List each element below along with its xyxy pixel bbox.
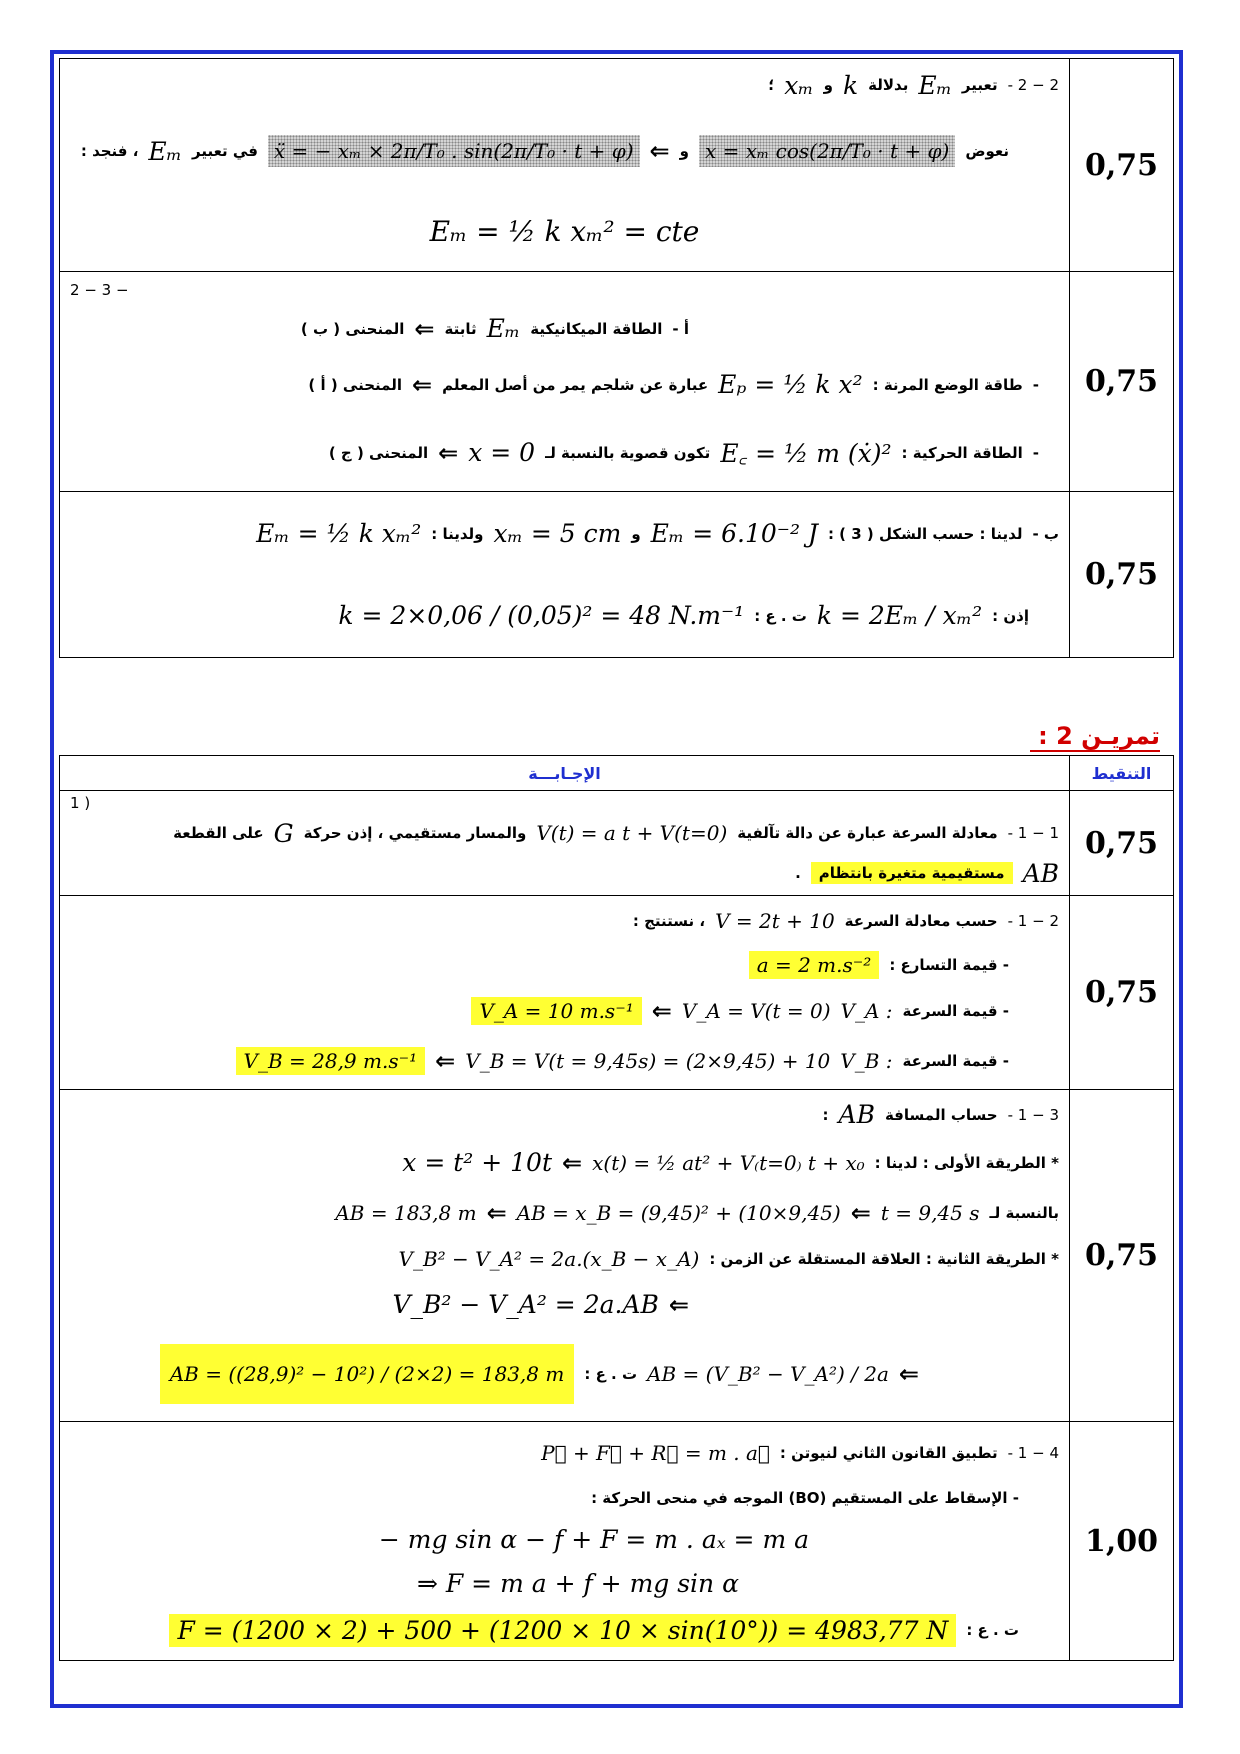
force-result: F = (1200 × 2) + 500 + (1200 × 10 × sin(10°)) = 4983,77 N bbox=[169, 1614, 956, 1647]
answer-cell bbox=[60, 1422, 1070, 1661]
implies-arrow: ⇐ bbox=[850, 1198, 871, 1227]
ab-numeric-result: AB = ((28,9)² − 10²) / (2×2) = 183,8 m bbox=[160, 1344, 575, 1404]
item-label: ب - bbox=[1032, 524, 1059, 543]
velocity-text: معادلة السرعة عبارة عن دالة تآلفية bbox=[737, 824, 998, 842]
header-score: التنقيط bbox=[1070, 756, 1174, 791]
score-cell: 1,00 bbox=[1070, 1422, 1174, 1661]
item-number: − 3 − 2 bbox=[70, 280, 129, 299]
curve-label: المنحنى ( ب ) bbox=[300, 319, 405, 338]
punct: ؛ bbox=[768, 76, 775, 94]
exercise-2-title: تمريـن 2 : bbox=[1030, 722, 1160, 752]
numerical-application-label: ت . ع : bbox=[966, 1621, 1019, 1639]
item-label: أ - bbox=[672, 319, 689, 338]
mechanical-energy-text: الطاقة الميكانيكية bbox=[530, 319, 663, 338]
acceleration-label: - قيمة التسارع : bbox=[889, 955, 1009, 974]
math-xm: xₘ bbox=[784, 70, 814, 100]
segment-text: على القطعة bbox=[173, 824, 264, 842]
punct: . bbox=[795, 864, 801, 882]
velocity-b-equation: V_B = V(t = 9,45s) = (2×9,45) + 10 bbox=[465, 1048, 831, 1073]
ep-equation: Eₚ = ½ k x² bbox=[718, 370, 863, 399]
heading-text: تعبير bbox=[961, 76, 998, 94]
implies-arrow: ⇐ bbox=[562, 1148, 583, 1177]
velocity-a-symbol: V_A : bbox=[840, 998, 893, 1023]
item-number: 1 − 1 - bbox=[1007, 824, 1059, 842]
item-number: 2 − 2 - bbox=[1007, 76, 1059, 94]
velocity-b-symbol: V_B : bbox=[840, 1048, 893, 1073]
row-b bbox=[60, 492, 1174, 658]
answer-cell bbox=[60, 896, 1070, 1090]
row-2-2 bbox=[60, 59, 1174, 272]
numerical-application-label: ت . ع : bbox=[754, 606, 807, 625]
time-independent-equation: V_B² − V_A² = 2a.(x_B − x_A) bbox=[398, 1246, 700, 1271]
exercise-2-table bbox=[59, 755, 1174, 1661]
have-text: ولدينا : bbox=[431, 524, 484, 543]
item-number: 4 − 1 - bbox=[1007, 1444, 1059, 1462]
numerical-application-label: ت . ع : bbox=[584, 1364, 638, 1383]
implies-arrow: ⇐ bbox=[668, 1290, 689, 1319]
found-text: ، فنجد : bbox=[80, 142, 139, 160]
item-number: 2 − 1 - bbox=[1007, 911, 1059, 930]
implies-arrow: ⇐ bbox=[486, 1198, 507, 1227]
newton-text: تطبيق القانون الثاني لنيوتن : bbox=[779, 1444, 998, 1462]
part-number: ( 1 bbox=[70, 794, 91, 812]
implies-arrow: ⇐ bbox=[438, 438, 459, 467]
implies-arrow: ⇐ bbox=[435, 1046, 456, 1075]
math-ab: AB bbox=[838, 1100, 875, 1129]
time-value: t = 9,45 s bbox=[880, 1200, 980, 1225]
method-2-label: * الطريقة الثانية : العلاقة المستقلة عن الزمن : bbox=[709, 1249, 1059, 1268]
projection-text: - الإسقاط على المستقيم (BO) الموجه في منحى الحركة : bbox=[591, 1489, 1019, 1507]
math-em: Eₘ bbox=[486, 314, 521, 343]
velocity-equation: V(t) = a t + V(t=0) bbox=[536, 821, 728, 845]
condition: x = 0 bbox=[468, 438, 536, 467]
ab-relation: V_B² − V_A² = 2a.AB bbox=[392, 1290, 659, 1319]
newton-vector-equation: P⃗ + F⃗ + R⃗ = m . a⃗ bbox=[541, 1441, 770, 1465]
answer-cell bbox=[60, 791, 1070, 896]
header-answer: الإجـابـــة bbox=[60, 756, 1070, 791]
constant-text: ثابتة bbox=[444, 319, 477, 338]
item-label: - bbox=[1032, 375, 1039, 394]
ab-equation: AB = x_B = (9,45)² + (10×9,45) bbox=[516, 1200, 841, 1225]
in-expression-text: في تعبير bbox=[192, 142, 258, 160]
score-cell: 0,75 bbox=[1070, 791, 1174, 896]
deduce-text: ، نستنتج : bbox=[632, 911, 706, 930]
xm-value: xₘ = 5 cm bbox=[493, 519, 622, 548]
k-formula: k = 2Eₘ / xₘ² bbox=[816, 601, 983, 630]
punct: : bbox=[822, 1105, 829, 1124]
math-ab: AB bbox=[1022, 858, 1059, 888]
implies-arrow: ⇐ bbox=[649, 137, 670, 165]
item-label: - bbox=[1032, 443, 1039, 462]
position-result: x = t² + 10t bbox=[402, 1148, 553, 1177]
position-equation: x(t) = ½ at² + V₍t=0₎ t + x₀ bbox=[592, 1150, 865, 1175]
score-cell: 0,75 bbox=[1070, 896, 1174, 1090]
row-2-3 bbox=[60, 272, 1174, 492]
implies-arrow: ⇐ bbox=[411, 370, 433, 399]
substitute-text: نعوض bbox=[965, 142, 1009, 160]
answer-cell bbox=[60, 59, 1070, 272]
row-1-2 bbox=[60, 896, 1174, 1090]
score-cell: 0,75 bbox=[1070, 272, 1174, 492]
have-text: لدينا : حسب الشكل ( 3 ) : bbox=[827, 524, 1023, 543]
parabola-text: عبارة عن شلجم يمر من أصل المعلم bbox=[442, 375, 709, 394]
motion-conclusion: مستقيمية متغيرة بانتظام bbox=[811, 862, 1013, 884]
relative-label: بالنسبة لـ bbox=[989, 1203, 1059, 1222]
curve-label: المنحنى ( ج ) bbox=[328, 443, 429, 462]
implies-arrow: ⇐ bbox=[651, 996, 672, 1025]
velocity-a-label: - قيمة السرعة bbox=[902, 1001, 1009, 1020]
x-equation: x = xₘ cos(2π/T₀ · t + φ) bbox=[699, 135, 955, 167]
velocity-a-value: V_A = 10 m.s⁻¹ bbox=[471, 997, 641, 1025]
and-text: و bbox=[823, 76, 833, 94]
ab-result: AB = 183,8 m bbox=[335, 1200, 477, 1225]
xdd-equation: ẍ = − xₘ × 2π/T₀ . sin(2π/T₀ · t + φ) bbox=[268, 135, 640, 167]
header-row bbox=[60, 756, 1174, 791]
ab-formula: AB = (V_B² − V_A²) / 2a bbox=[647, 1361, 889, 1386]
velocity-equation: V = 2t + 10 bbox=[715, 908, 835, 933]
em-formula: Eₘ = ½ k xₘ² bbox=[256, 519, 422, 548]
kinetic-energy-text: الطاقة الحركية : bbox=[901, 443, 1023, 462]
answer-cell bbox=[60, 492, 1070, 658]
row-1-3 bbox=[60, 1090, 1174, 1422]
math-k: k bbox=[842, 70, 859, 100]
row-1-4 bbox=[60, 1422, 1174, 1661]
path-text: والمسار مستقيمي ، إذن حركة bbox=[303, 824, 527, 842]
distance-text: حساب المسافة bbox=[884, 1105, 998, 1124]
em-value: Eₘ = 6.10⁻² J bbox=[650, 519, 818, 548]
method-1-label: * الطريقة الأولى : لدينا : bbox=[874, 1153, 1059, 1172]
velocity-b-value: V_B = 28,9 m.s⁻¹ bbox=[236, 1047, 426, 1075]
and-text: و bbox=[679, 142, 689, 160]
according-text: حسب معادلة السرعة bbox=[844, 911, 998, 930]
acceleration-value: a = 2 m.s⁻² bbox=[749, 951, 880, 979]
projection-equation: − mg sin α − f + F = m . aₓ = m a bbox=[378, 1524, 809, 1554]
item-number: 3 − 1 - bbox=[1007, 1105, 1059, 1124]
ec-equation: E꜀ = ½ m (ẋ)² bbox=[720, 438, 892, 468]
velocity-a-equation: V_A = V(t = 0) bbox=[681, 998, 831, 1023]
score-cell: 0,75 bbox=[1070, 1090, 1174, 1422]
k-result: k = 2×0,06 / (0,05)² = 48 N.m⁻¹ bbox=[338, 601, 745, 630]
answer-cell bbox=[60, 1090, 1070, 1422]
exercise-1-table bbox=[59, 58, 1174, 658]
implies-arrow: ⇐ bbox=[898, 1359, 919, 1388]
implies-arrow: ⇐ bbox=[414, 314, 435, 343]
force-equation: ⇒ F = m a + f + mg sin α bbox=[417, 1568, 739, 1598]
so-text: إذن : bbox=[992, 606, 1029, 625]
row-1-1 bbox=[60, 791, 1174, 896]
math-g: G bbox=[273, 818, 294, 848]
max-text: تكون قصوية بالنسبة لـ bbox=[545, 443, 711, 462]
and-text: و bbox=[631, 524, 641, 543]
answer-cell bbox=[60, 272, 1070, 492]
math-em: Eₘ bbox=[148, 136, 183, 166]
heading-text: بدلالة bbox=[868, 76, 909, 94]
velocity-b-label: - قيمة السرعة bbox=[902, 1051, 1009, 1070]
math-em: Eₘ bbox=[918, 70, 952, 100]
score-cell: 0,75 bbox=[1070, 59, 1174, 272]
score-cell: 0,75 bbox=[1070, 492, 1174, 658]
em-result: Eₘ = ½ k xₘ² = cte bbox=[429, 214, 700, 248]
curve-label: المنحنى ( أ ) bbox=[308, 375, 402, 394]
potential-energy-text: طاقة الوضع المرنة : bbox=[872, 375, 1023, 394]
